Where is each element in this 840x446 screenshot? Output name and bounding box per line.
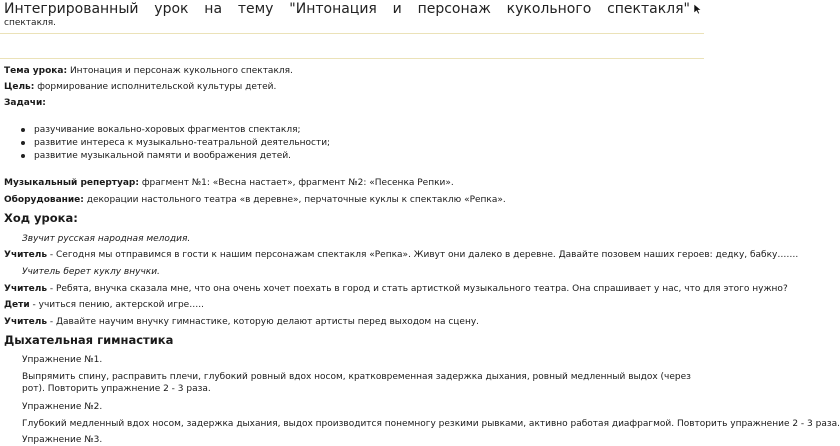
list-item: разучивание вокально-хоровых фрагментов спектакля; xyxy=(34,125,301,135)
remark: - Сегодня мы отправимся в гости к нашим персонажам спектакля «Репка». Живут они далеко в деревне. Давайте позовем наших героев: дедку, бабку……. xyxy=(47,250,799,260)
lesson-topic xyxy=(4,65,293,77)
dialogue-line xyxy=(4,299,204,311)
repertoire-value: фрагмент №1: «Весна настает», фрагмент №2: «Песенка Репки». xyxy=(138,178,454,188)
page-title-continuation: спектакля. xyxy=(4,18,57,28)
dialogue-line xyxy=(4,249,798,261)
topic-value: Интонация и персонаж кукольного спектакля. xyxy=(67,66,293,76)
tasks-heading: Задачи: xyxy=(4,98,46,108)
exercise-title: Упражнение №1. xyxy=(22,355,103,365)
stage-direction: Звучит русская народная мелодия. xyxy=(22,234,191,244)
stage-direction: Учитель берет куклу внучки. xyxy=(22,267,160,277)
equipment xyxy=(4,194,506,206)
bullet-icon xyxy=(21,128,25,132)
dialogue-line xyxy=(4,316,479,328)
bullet-icon xyxy=(21,154,25,158)
remark: - учиться пению, актерской игре….. xyxy=(29,300,204,310)
bullet-icon xyxy=(21,141,25,145)
equipment-value: декорации настольного театра «в деревне», перчаточные куклы к спектаклю «Репка». xyxy=(83,195,506,205)
speaker: Учитель xyxy=(4,317,48,327)
exercise-title: Упражнение №2. xyxy=(22,402,103,412)
remark: - Давайте научим внучку гимнастике, которую делают артисты перед выходом на сцену. xyxy=(47,317,480,327)
speaker: Учитель xyxy=(4,284,48,294)
dialogue-line xyxy=(4,283,788,295)
exercise-title: Упражнение №3. xyxy=(22,435,103,445)
equipment-label: Оборудование: xyxy=(4,195,84,205)
mouse-pointer-icon xyxy=(693,3,703,15)
remark: - Ребята, внучка сказала мне, что она очень хочет поехать в город и стать артисткой музыкального театра. Она спрашивает у нас, что для этого нужно? xyxy=(47,284,788,294)
list-item: развитие интереса к музыкально-театральной деятельности; xyxy=(34,138,331,148)
list-item: развитие музыкальной памяти и воображения детей. xyxy=(34,151,292,161)
breathing-heading: Дыхательная гимнастика xyxy=(4,333,174,347)
speaker: Дети xyxy=(4,300,30,310)
repertoire-label: Музыкальный репертуар: xyxy=(4,178,139,188)
goal-label: Цель: xyxy=(4,82,35,92)
page-title: Интегрированный урок на тему "Интонация и персонаж кукольного спектакля" xyxy=(4,1,690,17)
topic-label: Тема урока: xyxy=(4,66,68,76)
exercise-text: Глубокий медленный вдох носом, задержка дыхания, выдох производится понемногу резкими рывками, активно работая диафрагмой. Повторить упражнение 2 - 3 раза. xyxy=(22,419,840,429)
goal-value: формирование исполнительской культуры детей. xyxy=(34,82,277,92)
exercise-text: Выпрямить спину, расправить плечи, глубокий ровный вдох носом, кратковременная задержка дыхания, ровный медленный выдох (через рот). Повторить упражнение 2 - 3 раза. xyxy=(22,372,691,394)
lesson-heading: Ход урока: xyxy=(4,211,78,225)
speaker: Учитель xyxy=(4,250,48,260)
section-divider xyxy=(0,58,704,59)
lesson-goal xyxy=(4,81,276,93)
title-divider xyxy=(0,33,704,34)
title-block xyxy=(0,0,704,34)
repertoire xyxy=(4,177,454,189)
